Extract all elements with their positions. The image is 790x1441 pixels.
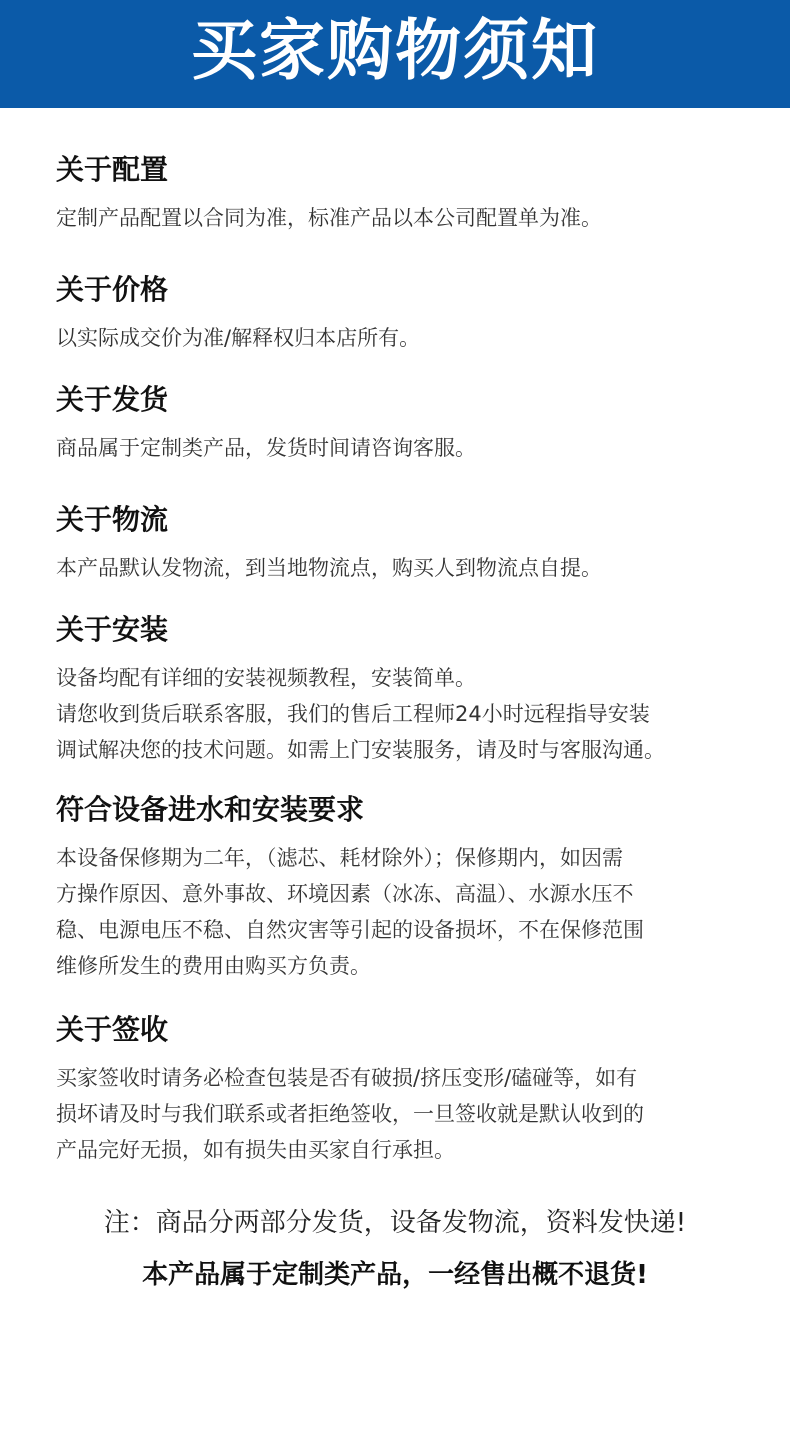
shipping-note: 注：商品分两部分发货，设备发物流，资料发快递! <box>103 1208 687 1238</box>
section-text-line: 本产品默认发物流，到当地物流点，购买人到物流点自提。 <box>56 556 602 580</box>
section-body <box>56 430 756 466</box>
section-body <box>56 550 756 586</box>
section-text-line: 请您收到货后联系客服，我们的售后工程师24小时远程指导安装 <box>56 702 650 726</box>
section-title: 关于安装 <box>56 613 169 646</box>
section-config <box>56 152 756 236</box>
section-text-line: 商品属于定制类产品，发货时间请咨询客服。 <box>56 436 476 460</box>
section-text-line: 本设备保修期为二年，（滤芯、耗材除外）；保修期内，如因需 <box>56 846 623 870</box>
section-body <box>56 840 756 984</box>
section-text-line: 定制产品配置以合同为准，标准产品以本公司配置单为准。 <box>56 206 602 230</box>
section-title: 符合设备进水和安装要求 <box>56 793 365 826</box>
section-title: 关于签收 <box>56 1013 169 1046</box>
section-title: 关于配置 <box>56 153 169 186</box>
no-return-note: 本产品属于定制类产品，一经售出概不退货! <box>142 1260 648 1290</box>
header-banner <box>0 0 790 108</box>
section-shipping <box>56 382 756 466</box>
section-title: 关于价格 <box>56 273 169 306</box>
section-body <box>56 320 756 356</box>
section-text-line: 调试解决您的技术问题。如需上门安装服务，请及时与客服沟通。 <box>56 738 665 762</box>
section-text-line: 以实际成交价为准/解释权归本店所有。 <box>56 326 421 350</box>
section-title: 关于发货 <box>56 383 169 416</box>
section-receipt <box>56 1012 756 1168</box>
section-text-line: 方操作原因、意外事故、环境因素（冰冻、高温）、水源水压不 <box>56 882 634 906</box>
section-text-line: 设备均配有详细的安装视频教程，安装简单。 <box>56 666 476 690</box>
section-text-line: 买家签收时请务必检查包装是否有破损/挤压变形/磕碰等，如有 <box>56 1066 638 1090</box>
section-installation <box>56 612 756 768</box>
section-body <box>56 200 756 236</box>
section-text-line: 维修所发生的费用由购买方负责。 <box>56 954 371 978</box>
section-price <box>56 272 756 356</box>
section-title: 关于物流 <box>56 503 169 536</box>
section-text-line: 稳、电源电压不稳、自然灾害等引起的设备损坏，不在保修范围 <box>56 918 644 942</box>
section-text-line: 产品完好无损，如有损失由买家自行承担。 <box>56 1138 455 1162</box>
section-text-line: 损坏请及时与我们联系或者拒绝签收，一旦签收就是默认收到的 <box>56 1102 644 1126</box>
section-body <box>56 1060 756 1168</box>
section-body <box>56 660 756 768</box>
page-title: 买家购物须知 <box>191 12 599 89</box>
section-logistics <box>56 502 756 586</box>
section-water-requirements <box>56 792 756 984</box>
